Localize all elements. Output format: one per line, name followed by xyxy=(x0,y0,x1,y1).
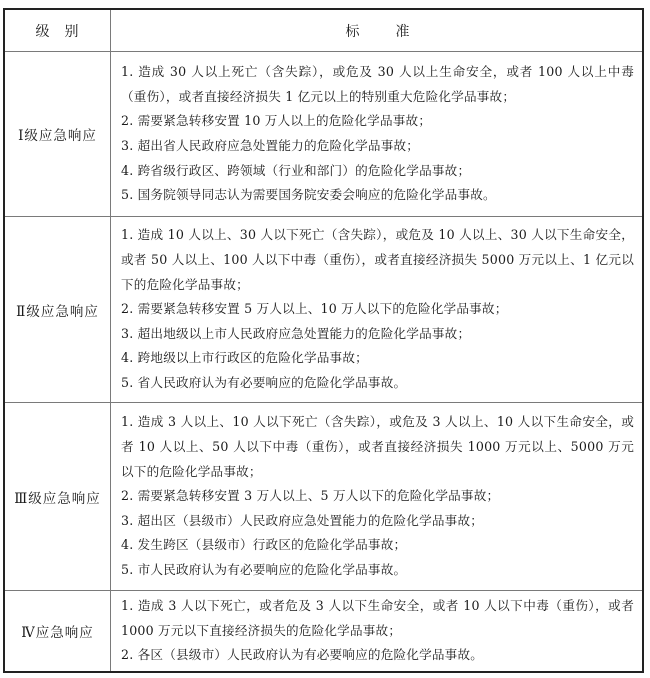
criterion-item: 1. 造成 30 人以上死亡（含失踪），或危及 30 人以上生命安全，或者 100 人以上中毒（重伤），或者直接经济损失 1 亿元以上的特别重大危险化学品事故； xyxy=(121,64,634,104)
standard-cell xyxy=(111,403,642,590)
level-cell: Ⅱ级应急响应 xyxy=(5,217,111,402)
standard-cell xyxy=(111,217,642,402)
table-row-level-3 xyxy=(5,402,642,590)
criterion-item: 5. 市人民政府认为有必要响应的危险化学品事故。 xyxy=(121,561,407,577)
header-level-label-1: 级 xyxy=(35,23,51,40)
header-standard-cell xyxy=(111,10,642,51)
table-row-level-1 xyxy=(5,51,642,216)
criterion-item: 4. 发生跨区（县级市）行政区的危险化学品事故； xyxy=(121,537,407,553)
header-standard-label-1: 标 xyxy=(345,23,360,40)
level-cell: Ⅳ应急响应 xyxy=(5,591,111,671)
table-row-level-4 xyxy=(5,590,642,671)
criterion-item: 5. 国务院领导同志认为需要国务院安委会响应的危险化学品事故。 xyxy=(121,187,496,203)
criterion-item: 2. 需要紧急转移安置 5 万人以上、10 万人以下的危险化学品事故； xyxy=(121,301,508,317)
criterion-item: 3. 超出省人民政府应急处置能力的危险化学品事故； xyxy=(121,138,420,153)
table-header-row xyxy=(5,10,642,51)
criterion-item: 1. 造成 10 人以上、30 人以下死亡（含失踪），或危及 10 人以上、30 人以下生命安全，或者 50 人以上、100 人以下中毒（重伤），或者直接经济损失 5000 万元以上、1 亿元以下的危险化学品事故； xyxy=(121,227,634,292)
table-row-level-2 xyxy=(5,216,642,402)
response-level-table xyxy=(3,8,644,673)
criterion-item: 4. 跨省级行政区、跨领域（行业和部门）的危险化学品事故； xyxy=(121,162,471,178)
criterion-item: 2. 需要紧急转移安置 3 万人以上、5 万人以下的危险化学品事故； xyxy=(121,488,500,504)
header-level-label-2: 别 xyxy=(64,23,80,40)
header-level-cell xyxy=(5,10,111,51)
criterion-item: 2. 需要紧急转移安置 10 万人以上的危险化学品事故； xyxy=(121,113,432,129)
criterion-item: 5. 省人民政府认为有必要响应的危险化学品事故。 xyxy=(121,374,407,390)
level-cell: Ⅲ级应急响应 xyxy=(5,403,111,590)
standard-cell xyxy=(111,52,642,216)
criterion-item: 3. 超出地级以上市人民政府应急处置能力的危险化学品事故； xyxy=(121,325,471,341)
criterion-item: 3. 超出区（县级市）人民政府应急处置能力的危险化学品事故； xyxy=(121,512,484,528)
criterion-item: 1. 造成 3 人以下死亡，或者危及 3 人以下生命安全，或者 10 人以下中毒（重伤），或者 1000 万元以下直接经济损失的危险化学品事故； xyxy=(121,598,634,638)
criterion-item: 2. 各区（县级市）人民政府认为有必要响应的危险化学品事故。 xyxy=(121,647,484,663)
level-cell: Ⅰ级应急响应 xyxy=(5,52,111,216)
criterion-item: 4. 跨地级以上市行政区的危险化学品事故； xyxy=(121,350,368,366)
criterion-item: 1. 造成 3 人以上、10 人以下死亡（含失踪），或危及 3 人以上、10 人以下生命安全，或者 10 人以上、50 人以下中毒（重伤），或者直接经济损失 1000 万元以上、5000 万元以下的危险化学品事故； xyxy=(121,414,634,479)
header-standard-label-2: 准 xyxy=(395,23,410,40)
standard-cell xyxy=(111,591,642,671)
